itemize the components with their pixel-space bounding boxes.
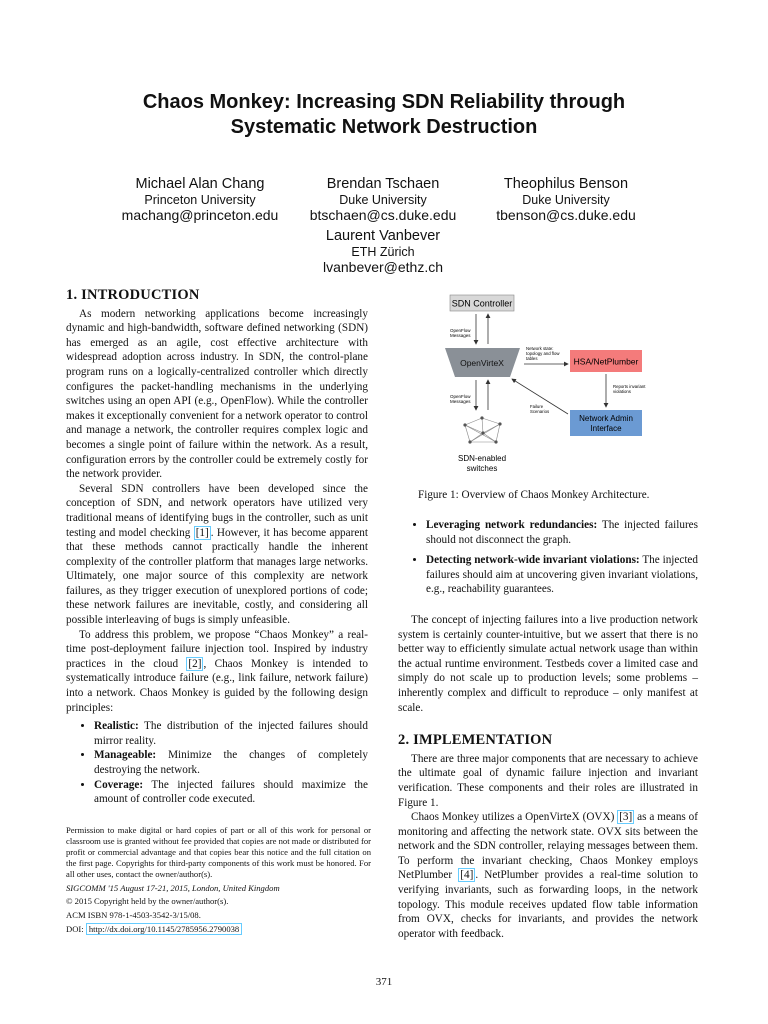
isbn-text: ACM ISBN 978-1-4503-3542-3/15/08.: [66, 910, 201, 920]
venue-text: SIGCOMM '15 August 17-21, 2015, London, United Kingdom: [66, 883, 280, 893]
messages-label-bottom: Messages: [450, 399, 471, 404]
author-name: Theophilus Benson: [503, 176, 629, 192]
failure-label-2: Scenarios: [530, 409, 550, 414]
copyright-text: © 2015 Copyright held by the owner/author(s).: [66, 896, 229, 906]
right-column: [398, 518, 698, 941]
citation-link[interactable]: [2]: [188, 657, 202, 670]
author-3: [461, 176, 671, 224]
architecture-figure: [420, 290, 680, 480]
sdn-controller-label: SDN Controller: [451, 298, 513, 309]
author-affiliation: ETH Zürich: [351, 245, 415, 259]
title-line-1: Chaos Monkey: Increasing SDN Reliability through: [142, 91, 626, 113]
switch-network-graph: [465, 418, 500, 442]
author-affiliation: Duke University: [522, 193, 610, 207]
citation-link[interactable]: [4]: [460, 869, 474, 882]
state-label-1: Network state:: [526, 346, 554, 351]
design-principles-list: [66, 719, 368, 807]
author-4: [278, 228, 488, 276]
admin-label-2: Interface: [590, 424, 622, 433]
author-email: tbenson@cs.duke.edu: [496, 207, 636, 223]
openflow-label-top: OpenFlow: [450, 328, 471, 333]
reports-label-1: Reports invariant: [613, 384, 646, 389]
left-column: [66, 288, 368, 807]
list-item: • Coverage: The injected failures should maximize the amount of controller code executed.: [94, 778, 368, 807]
intro-heading: 1. INTRODUCTION: [66, 287, 200, 303]
switches-label-1: SDN-enabled: [457, 454, 507, 463]
citation-link[interactable]: [1]: [195, 526, 209, 539]
author-email: btschaen@cs.duke.edu: [309, 207, 457, 223]
openvirtex-label: OpenVirteX: [460, 358, 504, 368]
author-affiliation: Princeton University: [144, 193, 256, 207]
author-name: Brendan Tschaen: [326, 176, 440, 192]
right-paragraph-2: There are three major components that are necessary to achieve the ultimate goal of dynamic failure injection and invariant verification. These components and their roles are illustrated in Figure 1.: [398, 752, 698, 809]
permission-text: Permission to make digital or hard copies of part or all of this work for personal or classroom use is granted without fee provided that copies are not made or distributed for profit or commercial advantage and that copies bear this notice and the full citation on the first page. Copyrights for third-party components of this work must be honored. For all other uses, contact the owner/author(s).: [66, 825, 371, 879]
author-1: [95, 176, 305, 224]
intro-paragraph-2: Several SDN controllers have been developed since the conception of SDN, and network operators have utilized very traditional means of identifying bugs in the controller, such as unit testing and model checking [1] . However, it has become apparent that these methods cannot practically handle the inherent complexity of the controller platform that manages large networks. Ultimately, one major source of this complexity are network failures, as they trigger execution of unexplored portions of code; these network failures are inevitable, costly, and considering all possible interleaving of bugs is simply unfeasible.: [66, 482, 369, 627]
author-email: lvanbever@ethz.ch: [322, 259, 444, 275]
intro-paragraph-3: To address this problem, we propose “Chaos Monkey” a real-time post-deployment failure injection tool. Inspired by industry practices in the cloud [2] , Chaos Monkey is intended to systematically introduce failure (e.g., link failure, network failure) into a network. Chaos Monkey is guided by the following design principles:: [66, 628, 368, 714]
author-name: Laurent Vanbever: [325, 228, 441, 244]
state-label-2: topology and flow: [526, 351, 560, 356]
list-item: • Manageable: Minimize the changes of completely destroying the network.: [94, 748, 368, 777]
title-line-2: Systematic Network Destruction: [230, 116, 538, 138]
openflow-label-bottom: OpenFlow: [450, 394, 471, 399]
reports-label-2: violations: [613, 389, 631, 394]
admin-label-1: Network Admin: [579, 414, 633, 423]
design-principles-list-continued: [398, 518, 698, 597]
figure-caption: Figure 1: Overview of Chaos Monkey Architecture.: [418, 489, 650, 501]
permission-block: [66, 825, 371, 935]
citation-link[interactable]: [3]: [619, 811, 633, 824]
implementation-heading: 2. IMPLEMENTATION: [398, 732, 553, 749]
right-paragraph-1: The concept of injecting failures into a live production network system is certainly counter-intuitive, but we assert that there is no better way to efficiently simulate actual network usage than within the actual runtime environment. Testbeds cover a limited case and simply do not scale up to production levels; some problems – inherently complex and difficult to reproduce – only manifest at scale.: [398, 613, 698, 714]
page-number: 371: [375, 976, 393, 988]
failure-label-1: Failure: [530, 404, 544, 409]
paper-title: [60, 90, 708, 140]
list-item: • Leveraging network redundancies: The injected failures should not disconnect the graph.: [426, 518, 698, 547]
right-paragraph-3: Chaos Monkey utilizes a OpenVirteX (OVX) [3] as a means of monitoring and affecting the network state. OVX sits between the network and the SDN controller, relaying messages between them. To perform the invariant checking, Chaos Monkey employs NetPlumber [4] . NetPlumber provides a real-time solution to verifying invariants, such as forwarding loops, in the network topology. This module receives updated flow table information from OVX, checks for invariants, and provides the network operator with feedback.: [398, 811, 698, 940]
list-item: • Detecting network-wide invariant violations: The injected failures should aim at uncovering given invariant violations, e.g., reachability guarantees.: [426, 553, 698, 597]
author-affiliation: Duke University: [339, 193, 427, 207]
doi-link[interactable]: http://dx.doi.org/10.1145/2785956.2790038: [86, 923, 242, 935]
intro-paragraph-1: As modern networking applications become increasingly dynamic and high-bandwidth, software defined networking (SDN) has emerged as an agile, cost effective architecture with widespread adoption across industry. In SDN, the control-plane program runs on a logically-centralized controller which directly configures the packet-handling mechanisms in the underlying switches using an open API (e.g., OpenFlow). While the controller makes it exceptionally convenient for a network operator to control and manage a network, the controller requires complex logic and becomes a single point of failure within the network. As a result, configuration errors by the controller could be extremely costly for the network provider.: [66, 307, 368, 481]
doi-line: DOI: http://dx.doi.org/10.1145/2785956.2790038: [66, 924, 371, 935]
author-email: machang@princeton.edu: [121, 207, 279, 223]
list-item: • Realistic: The distribution of the injected failures should mirror reality.: [94, 719, 368, 748]
messages-label-top: Messages: [450, 333, 471, 338]
author-name: Michael Alan Chang: [135, 176, 265, 192]
hsa-netplumber-label: HSA/NetPlumber: [573, 356, 639, 367]
state-label-3: tables: [526, 356, 538, 361]
author-2: [278, 176, 488, 224]
switches-label-2: switches: [466, 464, 498, 473]
